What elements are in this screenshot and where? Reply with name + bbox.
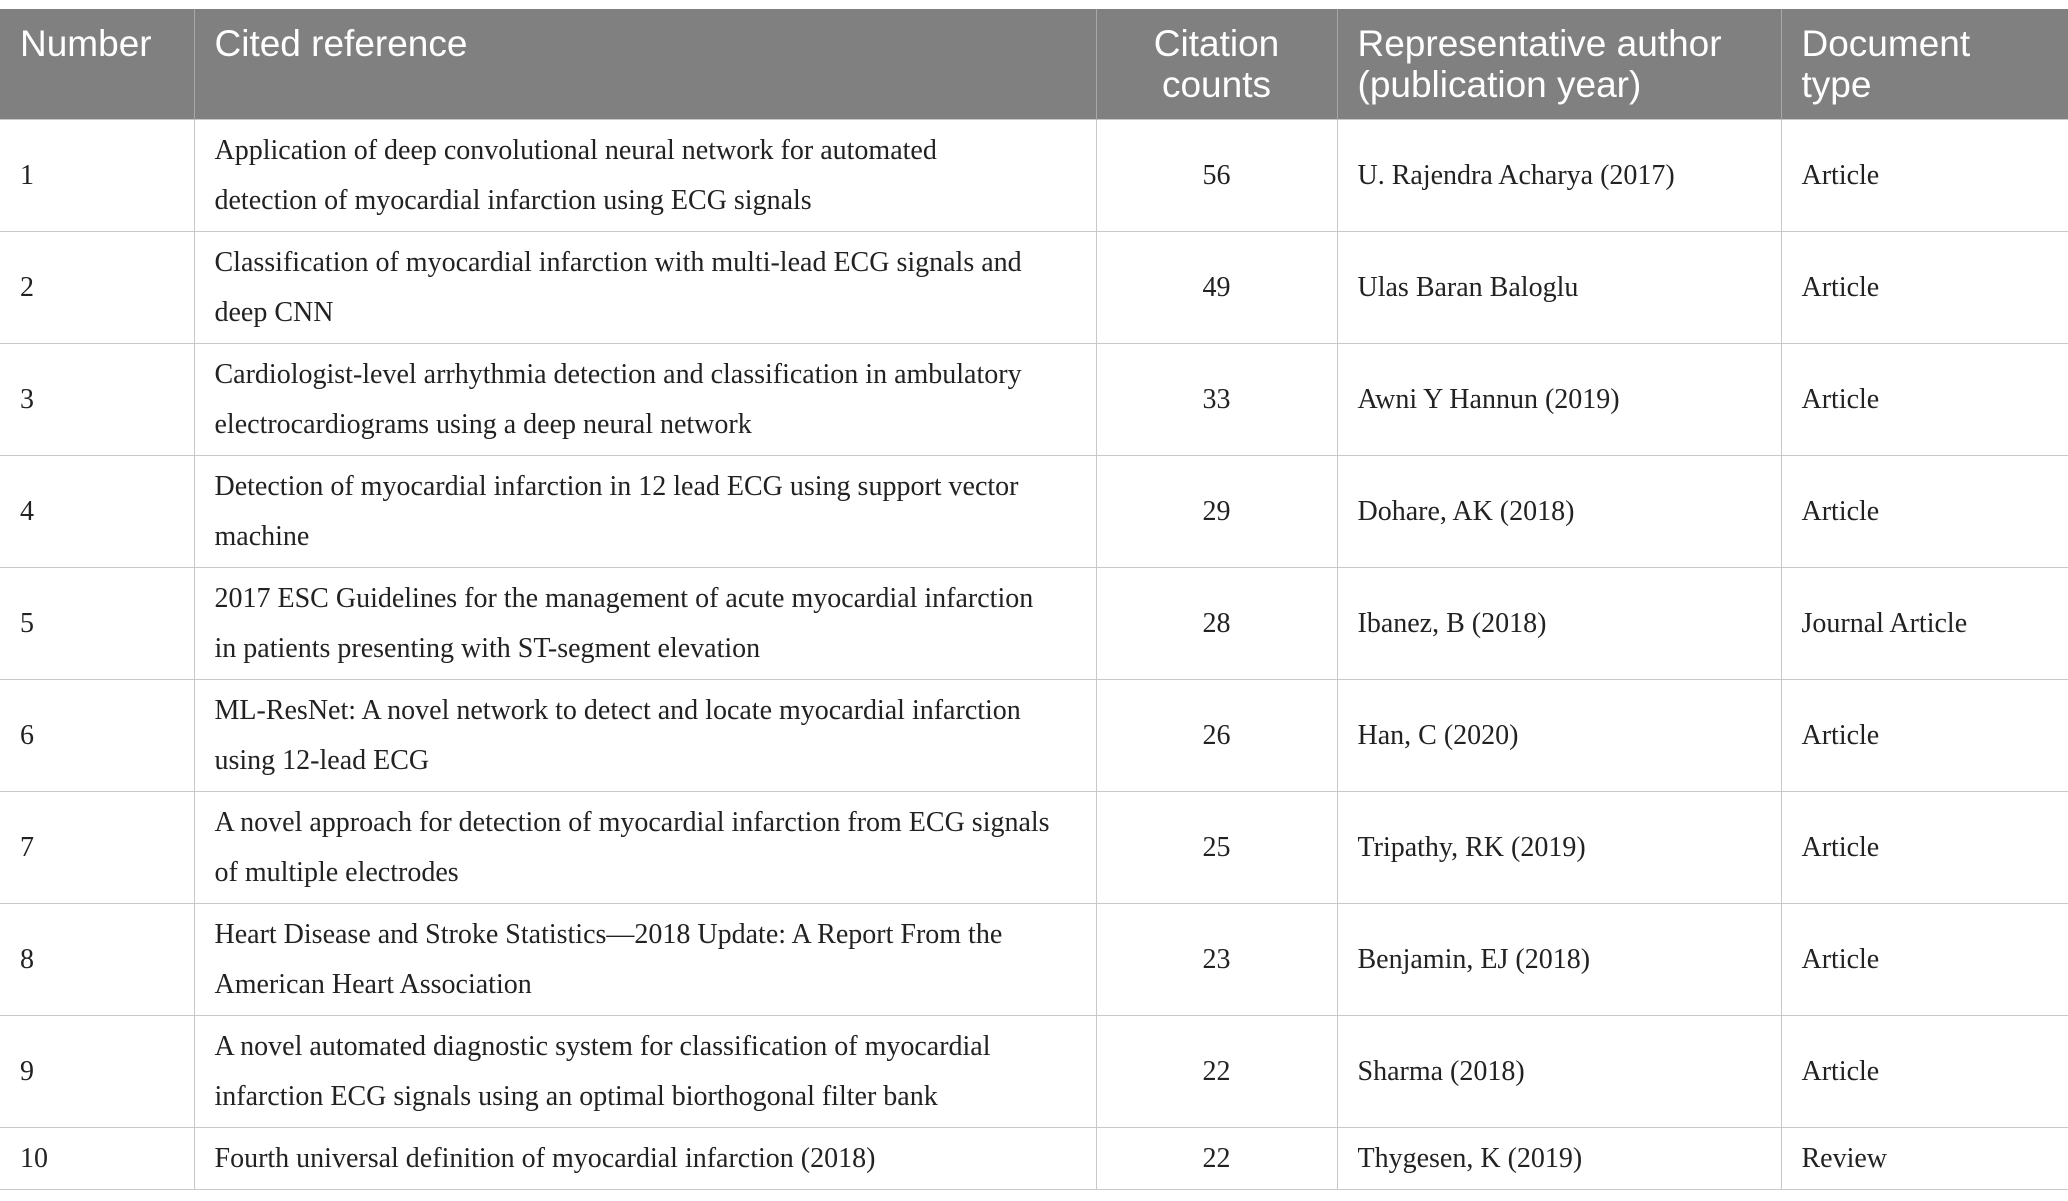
table-row [0,1128,2068,1190]
cell-author: Dohare, AK (2018) [1337,456,1781,568]
cell-reference: Heart Disease and Stroke Statistics—2018 Update: A Report From the American Heart Association [194,904,1096,1016]
cited-references-table-container [0,9,2068,1190]
cell-citation-count: 26 [1096,680,1337,792]
cell-number: 3 [0,344,194,456]
header-citation-counts: Citation counts [1096,9,1337,120]
cell-document-type: Review [1781,1128,2068,1190]
cell-citation-count: 23 [1096,904,1337,1016]
cell-author: Han, C (2020) [1337,680,1781,792]
cell-document-type: Article [1781,232,2068,344]
table-row [0,232,2068,344]
cell-document-type: Article [1781,792,2068,904]
table-row [0,456,2068,568]
cell-reference: A novel automated diagnostic system for classification of myocardial infarction ECG signals using an optimal biorthogonal filter bank [194,1016,1096,1128]
table-row [0,680,2068,792]
cell-reference: Fourth universal definition of myocardial infarction (2018) [194,1128,1096,1190]
cell-citation-count: 56 [1096,120,1337,232]
table-row [0,344,2068,456]
cell-author: U. Rajendra Acharya (2017) [1337,120,1781,232]
cell-citation-count: 22 [1096,1128,1337,1190]
cell-citation-count: 25 [1096,792,1337,904]
cell-document-type: Article [1781,680,2068,792]
cell-reference: Cardiologist-level arrhythmia detection and classification in ambulatory electrocardiograms using a deep neural network [194,344,1096,456]
cell-number: 4 [0,456,194,568]
cell-author: Thygesen, K (2019) [1337,1128,1781,1190]
table-row [0,1016,2068,1128]
header-document-type: Document type [1781,9,2068,120]
cell-document-type: Article [1781,904,2068,1016]
cell-number: 2 [0,232,194,344]
table-row [0,568,2068,680]
cell-document-type: Article [1781,1016,2068,1128]
cell-author: Ulas Baran Baloglu [1337,232,1781,344]
cell-number: 10 [0,1128,194,1190]
cell-number: 6 [0,680,194,792]
cell-number: 7 [0,792,194,904]
cell-reference: A novel approach for detection of myocardial infarction from ECG signals of multiple electrodes [194,792,1096,904]
cell-reference: 2017 ESC Guidelines for the management of acute myocardial infarction in patients presenting with ST-segment elevation [194,568,1096,680]
cell-reference: Application of deep convolutional neural network for automated detection of myocardial infarction using ECG signals [194,120,1096,232]
cell-number: 1 [0,120,194,232]
cell-document-type: Journal Article [1781,568,2068,680]
cell-author: Tripathy, RK (2019) [1337,792,1781,904]
cell-citation-count: 33 [1096,344,1337,456]
cell-author: Benjamin, EJ (2018) [1337,904,1781,1016]
cell-document-type: Article [1781,344,2068,456]
header-row [0,9,2068,120]
cell-number: 5 [0,568,194,680]
cell-number: 9 [0,1016,194,1128]
cell-document-type: Article [1781,456,2068,568]
cell-reference: Classification of myocardial infarction with multi-lead ECG signals and deep CNN [194,232,1096,344]
cell-number: 8 [0,904,194,1016]
cell-author: Awni Y Hannun (2019) [1337,344,1781,456]
cell-document-type: Article [1781,120,2068,232]
table-row [0,792,2068,904]
cell-citation-count: 29 [1096,456,1337,568]
cited-references-table [0,9,2068,1190]
header-representative-author: Representative author (publication year) [1337,9,1781,120]
cell-citation-count: 49 [1096,232,1337,344]
table-row [0,904,2068,1016]
cell-reference: Detection of myocardial infarction in 12 lead ECG using support vector machine [194,456,1096,568]
header-number: Number [0,9,194,120]
table-body [0,120,2068,1190]
cell-citation-count: 22 [1096,1016,1337,1128]
header-cited-reference: Cited reference [194,9,1096,120]
cell-reference: ML-ResNet: A novel network to detect and locate myocardial infarction using 12-lead ECG [194,680,1096,792]
cell-author: Sharma (2018) [1337,1016,1781,1128]
table-header [0,9,2068,120]
table-row [0,120,2068,232]
cell-author: Ibanez, B (2018) [1337,568,1781,680]
cell-citation-count: 28 [1096,568,1337,680]
